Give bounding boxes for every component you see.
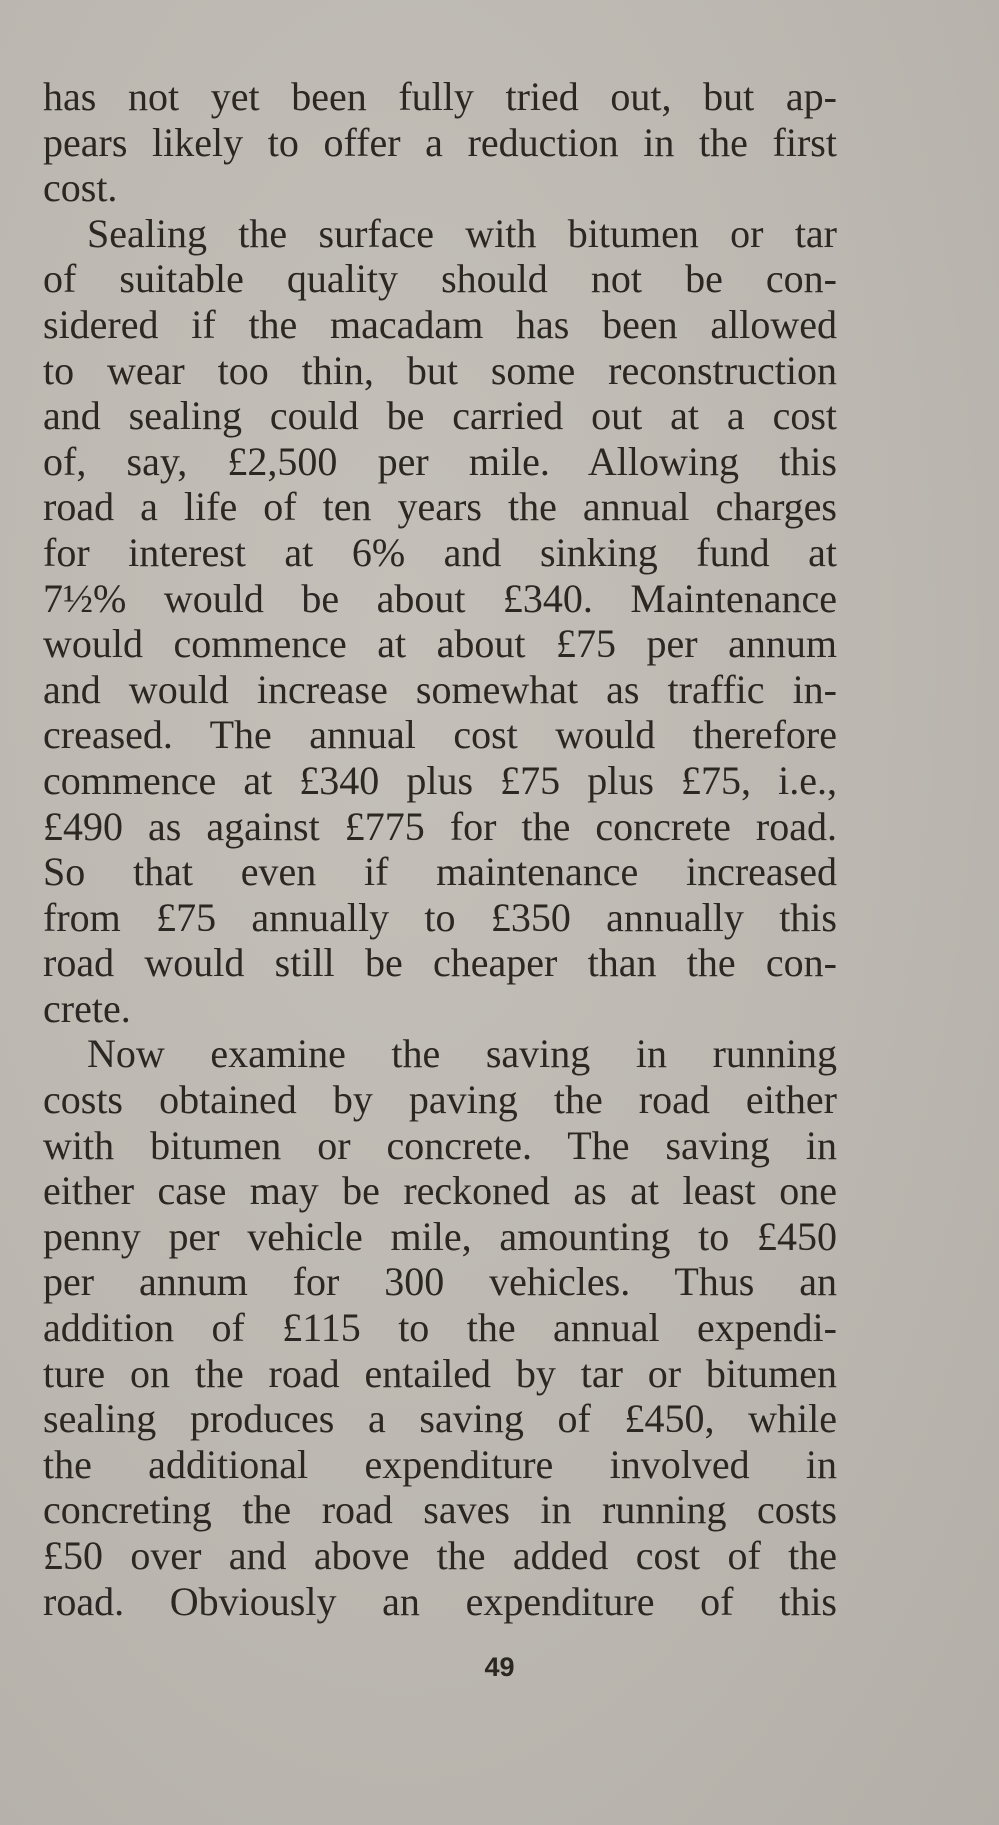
text-line: So that even if maintenance increased <box>43 849 837 895</box>
text-line: sidered if the macadam has been allowed <box>43 301 837 347</box>
text-line: of, say, £2,500 per mile. Allowing this <box>43 438 837 484</box>
page-number: 49 <box>484 1652 515 1682</box>
text-line: from £75 annually to £350 annually this <box>43 894 837 940</box>
text-line: £490 as against £775 for the concrete road. <box>43 803 837 849</box>
text-line: would commence at about £75 per annum <box>43 621 837 667</box>
text-line: road. Obviously an expenditure of this <box>43 1578 837 1624</box>
text-line: either case may be reckoned as at least one <box>43 1168 837 1214</box>
text-line: sealing produces a saving of £450, while <box>43 1396 837 1442</box>
text-line: crete. <box>43 985 131 1031</box>
text-line: per annum for 300 vehicles. Thus an <box>43 1259 837 1305</box>
text-line: cost. <box>43 165 118 211</box>
text-line: creased. The annual cost would therefore <box>43 712 837 758</box>
text-line: ture on the road entailed by tar or bitumen <box>43 1350 837 1396</box>
text-line: and would increase somewhat as traffic in- <box>43 666 837 712</box>
text-line: Now examine the saving in running <box>87 1031 837 1077</box>
text-line: and sealing could be carried out at a cost <box>43 393 837 439</box>
text-line: addition of £115 to the annual expendi- <box>43 1305 837 1351</box>
text-line: road a life of ten years the annual charges <box>43 484 837 530</box>
text-line: to wear too thin, but some reconstruction <box>43 347 837 393</box>
text-line: concreting the road saves in running costs <box>43 1487 837 1533</box>
text-line: commence at £340 plus £75 plus £75, i.e., <box>43 757 837 803</box>
body-text <box>43 74 837 1624</box>
text-line: with bitumen or concrete. The saving in <box>43 1122 837 1168</box>
text-line: pears likely to offer a reduction in the first <box>43 119 837 165</box>
text-line: costs obtained by paving the road either <box>43 1077 837 1123</box>
text-line: £50 over and above the added cost of the <box>43 1533 837 1578</box>
text-line: the additional expenditure involved in <box>43 1441 837 1487</box>
text-line: of suitable quality should not be con- <box>43 256 837 302</box>
text-line: road would still be cheaper than the con- <box>43 940 837 986</box>
text-line: penny per vehicle mile, amounting to £450 <box>43 1213 837 1259</box>
text-line: for interest at 6% and sinking fund at <box>43 529 837 575</box>
text-line: Sealing the surface with bitumen or tar <box>87 210 837 256</box>
text-line: has not yet been fully tried out, but ap- <box>43 74 837 119</box>
text-line: 7½% would be about £340. Maintenance <box>43 575 837 621</box>
